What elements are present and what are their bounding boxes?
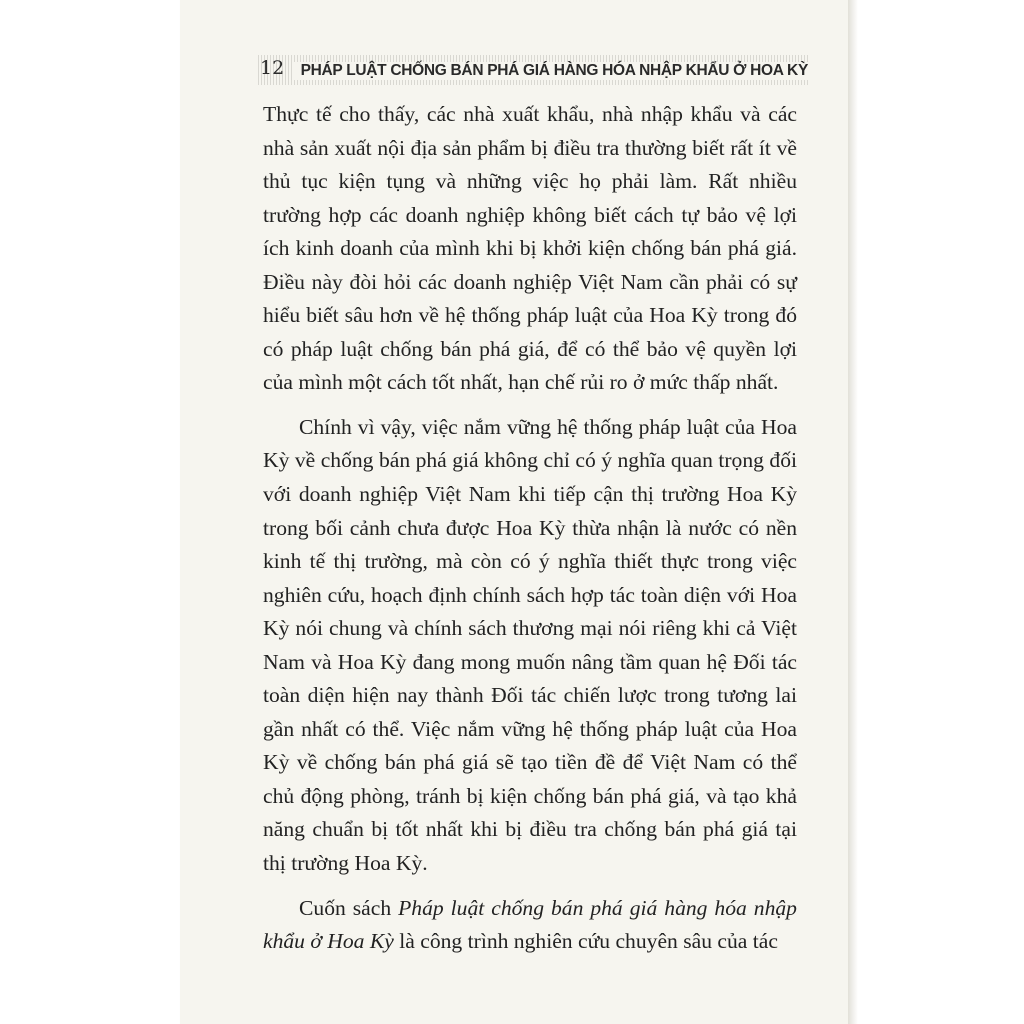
page-number: 12: [260, 57, 285, 79]
page-header: [258, 55, 808, 85]
page-edge: [848, 0, 858, 1024]
body-text: [263, 98, 797, 959]
book-title-italic: Pháp luật chống bán phá giá hàng hóa nhập khẩu ở Hoa Kỳ: [263, 895, 797, 954]
paragraph-3-lead: Cuốn sách: [299, 895, 399, 920]
paragraph-2: Chính vì vậy, việc nắm vững hệ thống pháp luật của Hoa Kỳ về chống bán phá giá không chỉ có ý nghĩa quan trọng đối với doanh nghiệp Việt Nam khi tiếp cận thị trường Hoa Kỳ trong bối cảnh chưa được Hoa Kỳ thừa nhận là nước có nền kinh tế thị trường, mà còn có ý nghĩa thiết thực trong việc nghiên cứu, hoạch định chính sách hợp tác toàn diện với Hoa Kỳ nói chung và chính sách thương mại nói riêng khi cả Việt Nam và Hoa Kỳ đang mong muốn nâng tầm quan hệ Đối tác toàn diện hiện nay thành Đối tác chiến lược trong tương lai gần nhất có thể. Việc nắm vững hệ thống pháp luật của Hoa Kỳ về chống bán phá giá sẽ tạo tiền đề để Việt Nam có thể chủ động phòng, tránh bị kiện chống bán phá giá, và tạo khả năng chuẩn bị tốt nhất khi bị điều tra chống bán phá giá tại thị trường Hoa Kỳ.: [263, 414, 797, 876]
paragraph-3: [263, 892, 797, 959]
running-title: PHÁP LUẬT CHỐNG BÁN PHÁ GIÁ HÀNG HÓA NHẬP KHẨU Ở HOA KỲ: [293, 62, 808, 80]
paragraph-3-tail: là công trình nghiên cứu chuyên sâu của tác: [393, 929, 778, 954]
paragraph-1: Thực tế cho thấy, các nhà xuất khẩu, nhà nhập khẩu và các nhà sản xuất nội địa sản phẩm bị điều tra thường biết rất ít về thủ tục kiện tụng và những việc họ phải làm. Rất nhiều trường hợp các doanh nghiệp không biết cách tự bảo vệ lợi ích kinh doanh của mình khi bị khởi kiện chống bán phá giá. Điều này đòi hỏi các doanh nghiệp Việt Nam cần phải có sự hiểu biết sâu hơn về hệ thống pháp luật của Hoa Kỳ trong đó có pháp luật chống bán phá giá, để có thể bảo vệ quyền lợi của mình một cách tốt nhất, hạn chế rủi ro ở mức thấp nhất.: [263, 102, 797, 395]
